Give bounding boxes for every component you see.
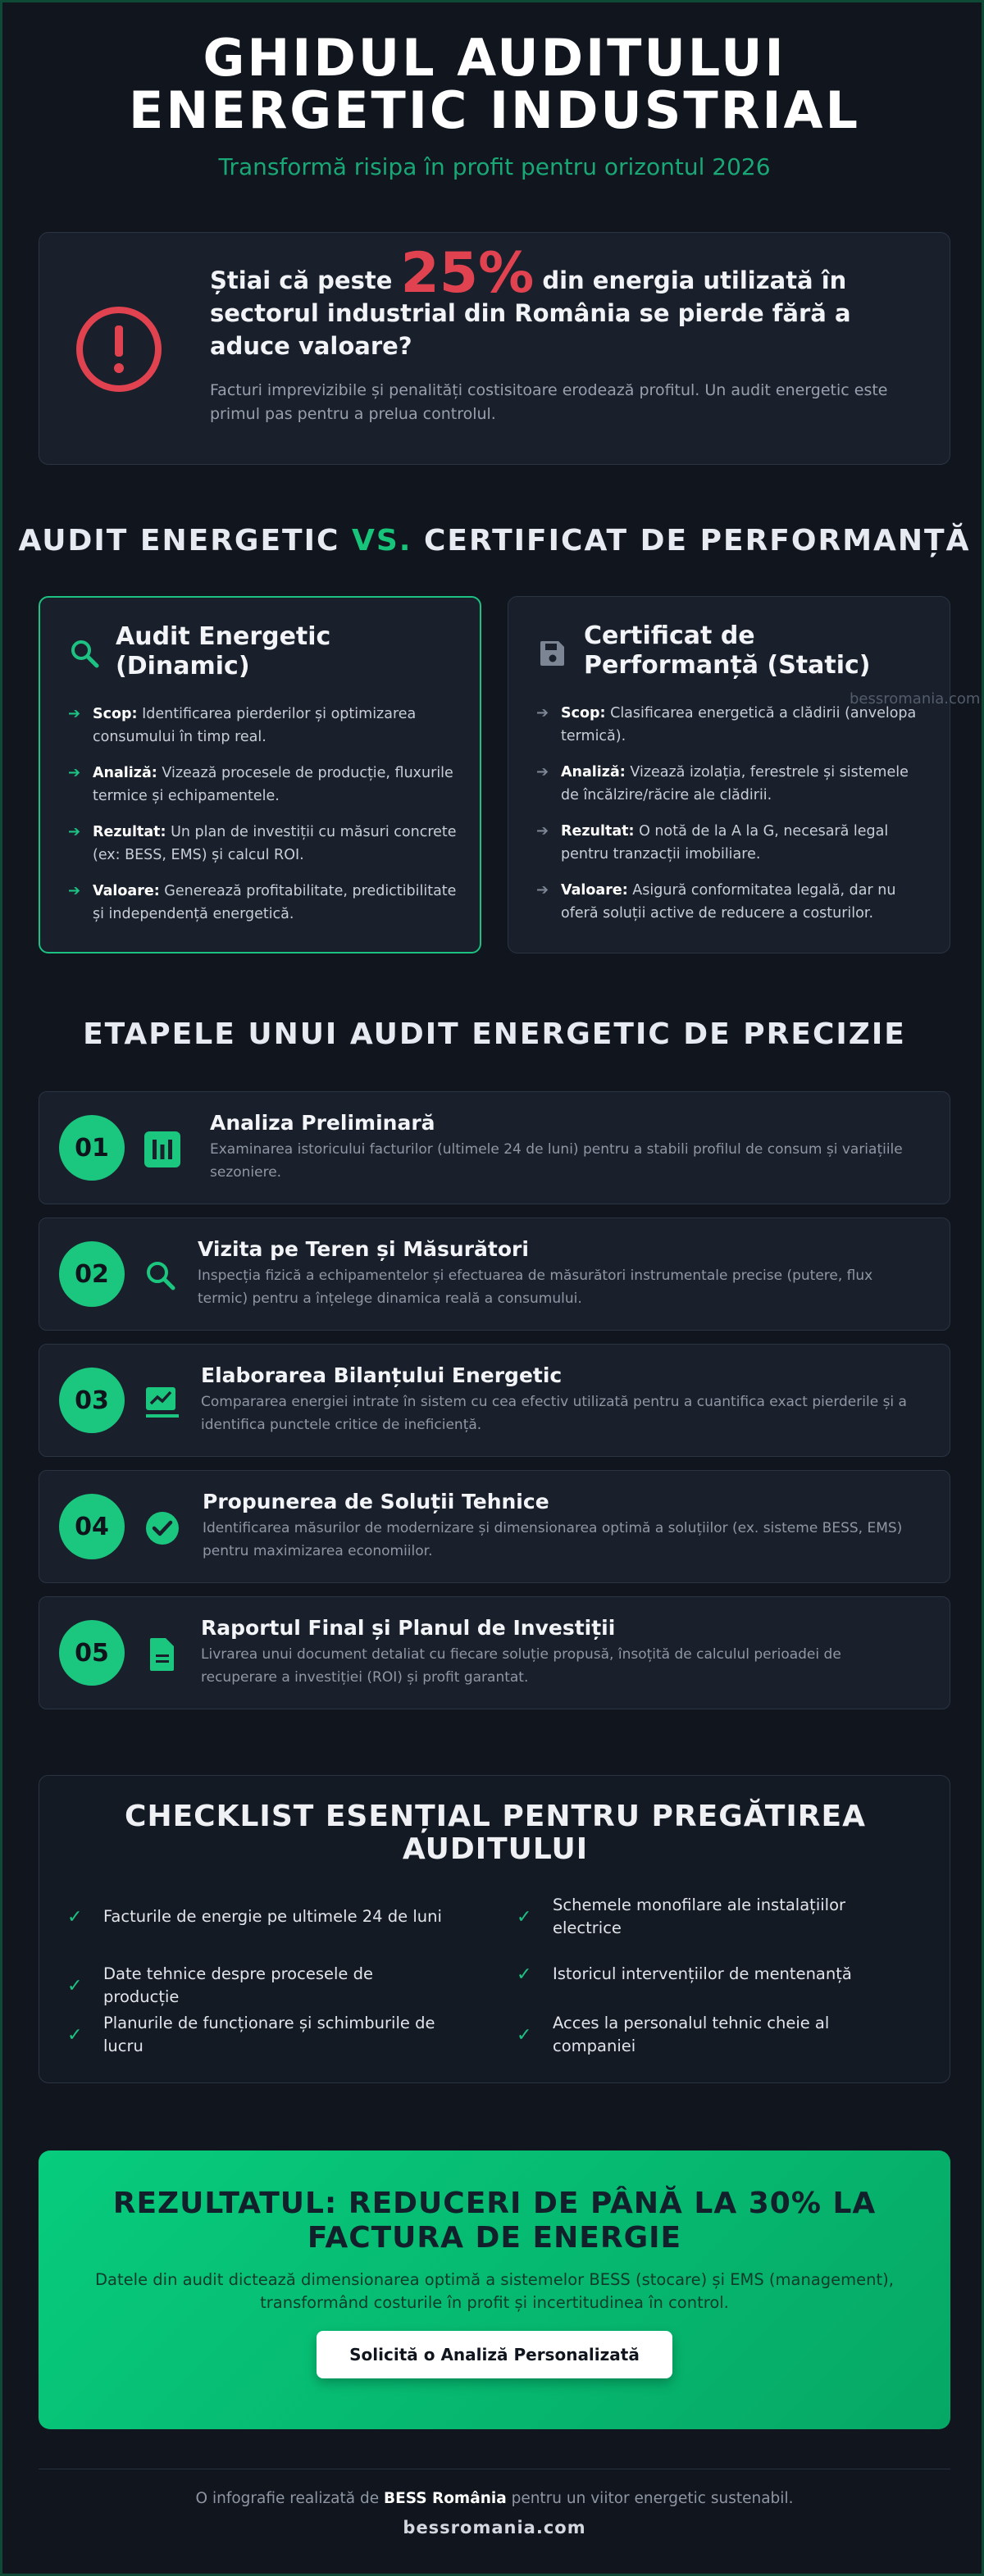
footer-website-link[interactable]: bessromania.com [403,2518,586,2537]
result-description: Datele din audit dictează dimensionarea optimă a sistemelor BESS (stocare) și EMS (management), transformând costurile în profit și incertitudinea în control. [95,2270,894,2312]
request-analysis-button[interactable]: Solicită o Analiză Personalizată [317,2331,672,2378]
exclamation-circle-icon [74,304,164,394]
analytics-icon [144,1384,180,1420]
result-title: REZULTATUL: REDUCERI DE PÂNĂ LA 30% LA FACTURA DE ENERGIE [112,2187,877,2255]
item-text: Un plan de investiții cu măsuri concrete (ex: BESS, EMS) și calcul ROI. [93,824,457,863]
list-item [68,762,462,808]
arrow-right-icon: ➔ [536,822,549,840]
footer-credit [2,2490,984,2507]
footer-brand: BESS România [383,2490,507,2507]
checkmark-icon: ✓ [517,2024,532,2046]
checkmark-icon: ✓ [67,2024,83,2046]
item-label: Scop: [93,706,138,722]
checklist-item-text: Schemele monofilare ale instalațiilor electrice [553,1896,846,1937]
step-description: Compararea energiei intrate în sistem cu cea efectiv utilizată pentru a cuantifica exact pierderile și a identifica punctele critice de ineficiență. [201,1394,907,1433]
checklist-item-text: Planurile de funcționare și schimburile de lucru [103,2014,435,2055]
check-circle-icon [144,1510,180,1546]
list-item [68,821,462,867]
checklist-item [67,1963,453,2009]
item-text: Clasificarea energetică a clădirii (anvelopa termică). [561,705,917,744]
bar-chart-icon [144,1131,180,1167]
step-number: 02 [59,1241,125,1307]
comparison-title [2,524,984,558]
stat-percent: 25% [400,241,535,306]
step-card [39,1344,950,1457]
checklist-item-text: Facturile de energie pe ultimele 24 de luni [103,1907,442,1926]
item-text: O notă de la A la G, necesară legal pentru tranzacții imobiliare. [561,823,889,862]
save-icon [536,636,569,669]
list-item [68,703,462,749]
arrow-right-icon: ➔ [68,764,81,781]
item-text: Generează profitabilitate, predictibilitate și independență energetică. [93,883,457,922]
item-label: Scop: [561,705,606,721]
title-line-2: ENERGETIC INDUSTRIAL [128,80,861,140]
checklist-item [67,1905,453,1928]
stat-question [210,241,923,362]
comparison-title-right: CERTIFICAT DE PERFORMANȚĂ [412,524,971,558]
step-card [39,1470,950,1583]
step-card [39,1217,950,1331]
audit-dynamic-card [39,596,481,953]
checklist-item-text: Acces la personalul tehnic cheie al companiei [553,2014,830,2055]
step-card [39,1091,950,1204]
step-number: 03 [59,1368,125,1433]
step-description: Inspecția fizică a echipamentelor și efectuarea de măsurători instrumentale precise (putere, flux termic) pentru a înțelege dinamica reală a consumului. [198,1268,873,1307]
stat-question-after: din energia utilizată în sectorul industrial din România se pierde fără a aduce valoare? [210,266,851,360]
stat-alert-card [39,232,950,465]
certificate-static-card [508,596,981,953]
list-item [536,761,930,807]
item-label: Analiză: [93,765,157,781]
hero-header [2,28,984,180]
arrow-right-icon: ➔ [68,705,81,722]
checklist-item [67,2012,453,2058]
step-title: Propunerea de Soluții Tehnice [203,1490,549,1513]
step-description: Livrarea unui document detaliat cu fiecare soluție propusă, însoțită de calculul perioadei de recuperare a investiției (ROI) și profit garantat. [201,1646,841,1686]
checkmark-icon: ✓ [517,1964,532,1985]
certificate-static-list [536,702,930,938]
list-item [536,702,930,748]
arrow-right-icon: ➔ [536,763,549,781]
step-title: Raportul Final și Planul de Investiții [201,1616,616,1640]
checklist-item [517,2012,902,2058]
item-label: Valoare: [561,882,628,899]
step-number: 05 [59,1620,125,1686]
document-icon [144,1636,180,1673]
checkmark-icon: ✓ [67,1975,83,1996]
audit-dynamic-list [68,703,462,939]
checklist-item-text: Istoricul intervențiilor de mentenanță [553,1964,852,1983]
checklist-title: CHECKLIST ESENȚIAL PENTRU PREGĂTIREA AUDITULUI [125,1800,866,1866]
arrow-right-icon: ➔ [68,882,81,899]
item-label: Rezultat: [561,823,635,840]
arrow-right-icon: ➔ [68,823,81,840]
comparison-title-vs: VS. [351,524,412,558]
stat-question-before: Știai că peste [210,266,401,294]
search-icon [68,637,101,670]
step-description: Examinarea istoricului facturilor (ultimele 24 de luni) pentru a stabili profilul de consum și variațiile sezoniere. [210,1141,903,1181]
step-card [39,1596,950,1709]
step-number: 04 [59,1494,125,1559]
list-item [536,820,930,866]
search-icon [143,1258,179,1294]
checklist-item-text: Date tehnice despre procesele de producție [103,1964,373,2006]
step-title: Elaborarea Bilanțului Energetic [201,1363,563,1387]
step-title: Vizita pe Teren și Măsurători [198,1237,529,1261]
title-line-1: GHIDUL AUDITULUI [203,28,786,88]
checklist-item [517,1963,902,1986]
certificate-static-title: Certificat de Performanță (Static) [584,621,871,680]
arrow-right-icon: ➔ [536,881,549,899]
stat-description: Facturi imprevizibile și penalități costisitoare erodează profitul. Un audit energetic este primul pas pentru a prelua controlul. [210,381,888,423]
item-label: Valoare: [93,883,160,899]
checkmark-icon: ✓ [67,1906,83,1927]
item-text: Asigură conformitatea legală, dar nu oferă soluții active de reducere a costurilor. [561,882,896,922]
checkmark-icon: ✓ [517,1906,532,1927]
audit-dynamic-title: Audit Energetic (Dinamic) [116,622,331,680]
arrow-right-icon: ➔ [536,704,549,721]
list-item [68,880,462,926]
watermark: bessromania.com [850,690,981,708]
step-number: 01 [59,1115,125,1181]
list-item [536,879,930,925]
comparison-title-left: AUDIT ENERGETIC [18,524,352,558]
step-title: Analiza Preliminară [210,1111,435,1135]
footer-before: O infografie realizată de [195,2490,384,2507]
item-label: Rezultat: [93,824,166,840]
page-title [2,28,984,140]
step-description: Identificarea măsurilor de modernizare și dimensionarea optimă a soluțiilor (ex. sisteme BESS, EMS) pentru maximizarea economiilor. [203,1520,903,1559]
item-text: Vizează procesele de producție, fluxurile termice și echipamentele. [93,765,453,804]
item-label: Analiză: [561,764,626,781]
footer-after: pentru un viitor energetic sustenabil. [506,2490,794,2507]
page-subtitle: Transformă risipa în profit pentru orizontul 2026 [218,153,771,180]
item-text: Vizează izolația, ferestrele și sistemele de încălzire/răcire ale clădirii. [561,764,909,803]
checklist-card [39,1775,950,2083]
result-banner [39,2150,950,2429]
item-text: Identificarea pierderilor și optimizarea consumului în timp real. [93,706,417,745]
checklist-item [517,1894,902,1940]
steps-title: ETAPELE UNUI AUDIT ENERGETIC DE PRECIZIE [83,1017,906,1051]
